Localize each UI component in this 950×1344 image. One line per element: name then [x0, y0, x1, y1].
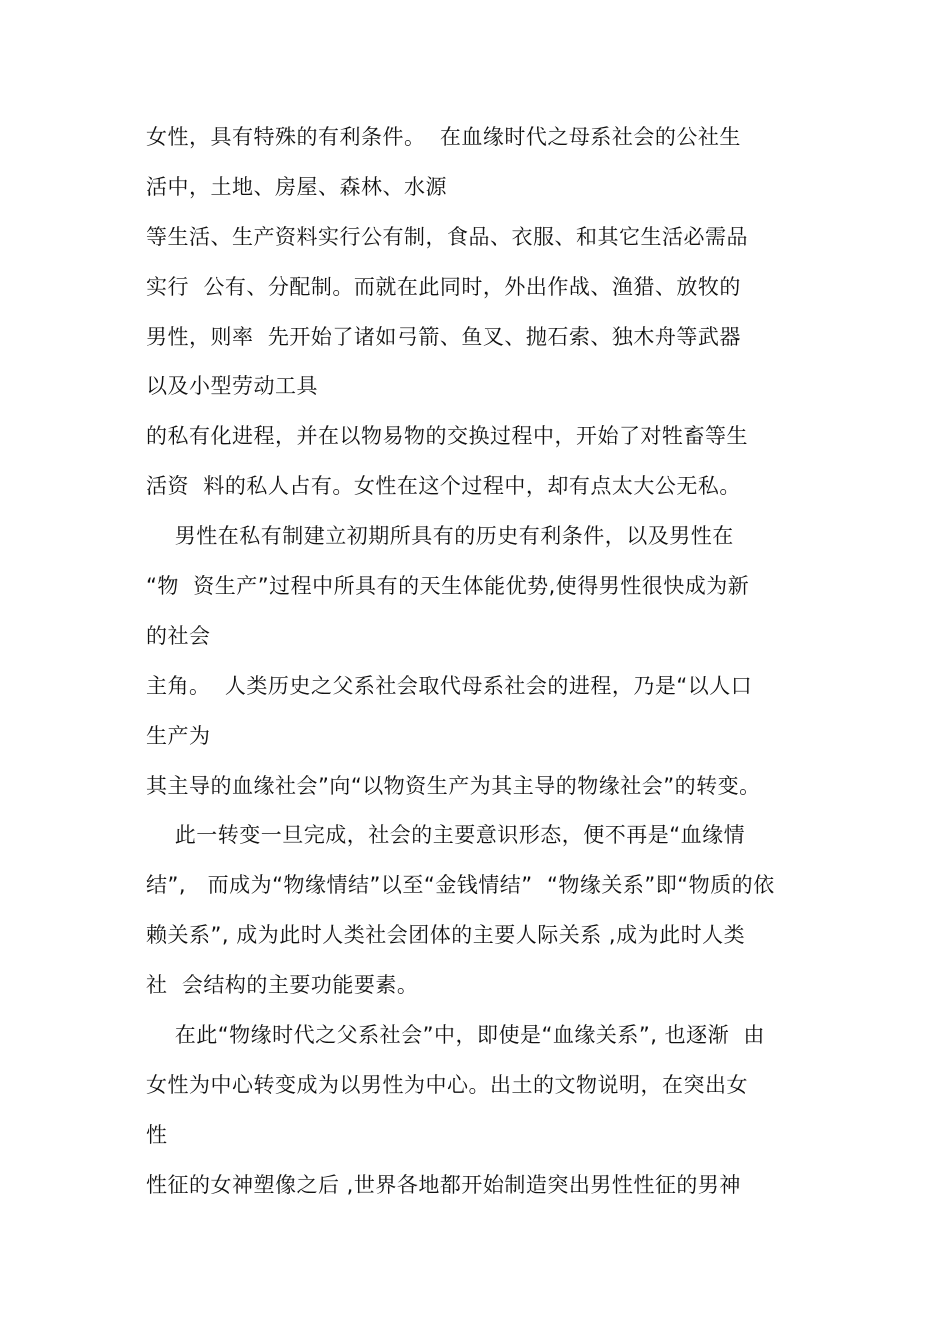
text-line: 性: [146, 1122, 168, 1147]
text-line: 在此“物缘时代之父系社会”中，即使是“血缘关系”, 也逐渐 由: [146, 1023, 765, 1048]
text-line: 以及小型劳动工具: [146, 374, 318, 399]
text-line: 实行 公有、分配制。而就在此同时，外出作战、渔猎、放牧的: [146, 274, 741, 299]
text-line: 活资 料的私人占有。女性在这个过程中，却有点太大公无私。: [146, 474, 741, 499]
text-line: “物 资生产”过程中所具有的天生体能优势,使得男性很快成为新: [146, 574, 750, 599]
text-line: 女性为中心转变成为以男性为中心。出土的文物说明，在突出女: [146, 1072, 748, 1097]
text-line: 赖关系”, 成为此时人类社会团体的主要人际关系 ,成为此时人类: [146, 923, 746, 948]
text-line: 男性，则率 先开始了诸如弓箭、鱼叉、抛石索、独木舟等武器: [146, 324, 741, 349]
text-line: 男性在私有制建立初期所具有的历史有利条件，以及男性在: [146, 524, 734, 549]
text-line: 结”, 而成为“物缘情结”以至“金钱情结” “物缘关系”即“物质的依: [146, 873, 775, 898]
body-text: [146, 113, 826, 1211]
text-line: 此一转变一旦完成，社会的主要意识形态，便不再是“血缘情: [146, 823, 746, 848]
text-line: 其主导的血缘社会”向“以物资生产为其主导的物缘社会”的转变。: [146, 773, 761, 798]
text-line: 的私有化进程，并在以物易物的交换过程中，开始了对牲畜等生: [146, 424, 748, 449]
text-line: 主角。 人类历史之父系社会取代母系社会的进程，乃是“以人口: [146, 673, 753, 698]
text-line: 活中，土地、房屋、森林、水源: [146, 174, 447, 199]
text-line: 等生活、生产资料实行公有制，食品、衣服、和其它生活必需品: [146, 224, 748, 249]
text-line: 的社会: [146, 623, 211, 648]
text-line: 女性，具有特殊的有利条件。 在血缘时代之母系社会的公社生: [146, 125, 741, 149]
text-line: 社 会结构的主要功能要素。: [146, 973, 419, 998]
text-line: 性征的女神塑像之后 ,世界各地都开始制造突出男性性征的男神: [146, 1172, 741, 1197]
text-line: 生产为: [146, 723, 211, 748]
